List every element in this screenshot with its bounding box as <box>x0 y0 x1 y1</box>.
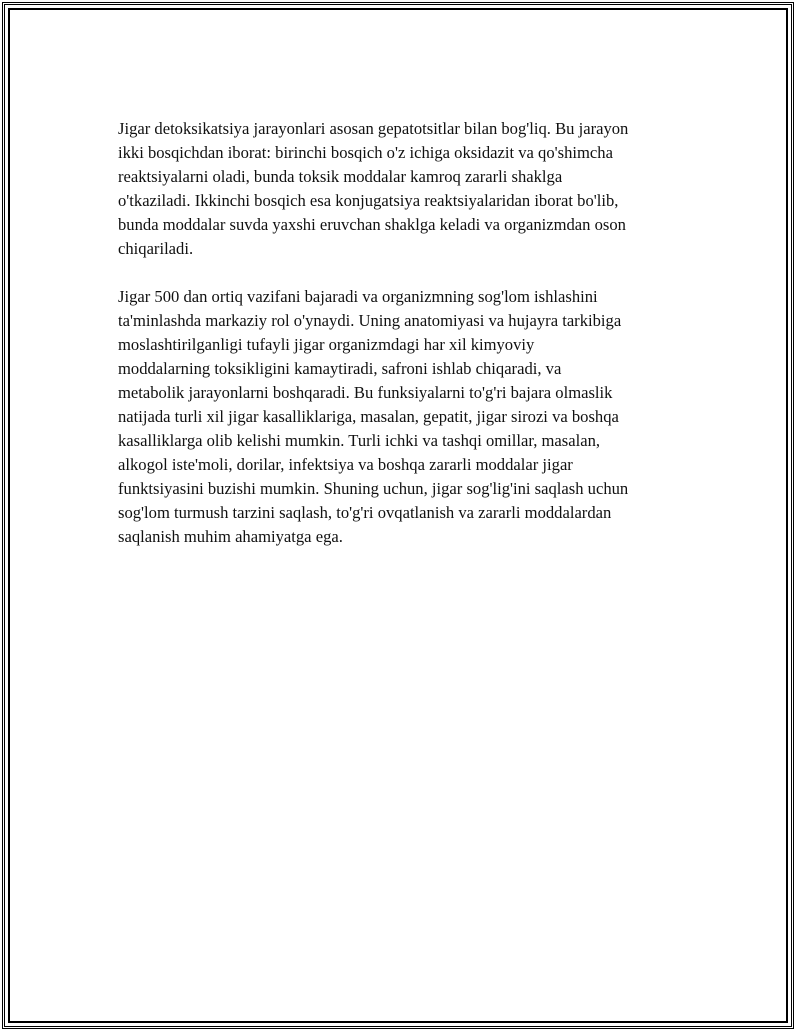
text-line: Jigar 500 dan ortiq vazifani bajaradi va organizmning sog'lom ishlashini <box>118 287 598 306</box>
text-line: alkogol iste'moli, dorilar, infektsiya va boshqa zararli moddalar jigar <box>118 455 573 474</box>
text-line: funktsiyasini buzishi mumkin. Shuning uchun, jigar sog'lig'ini saqlash uchun <box>118 479 629 498</box>
text-line: kasalliklarga olib kelishi mumkin. Turli ichki va tashqi omillar, masalan, <box>118 431 601 450</box>
document-body <box>118 117 693 573</box>
text-line: moslashtirilganligi tufayli jigar organizmdagi har xil kimyoviy <box>118 335 535 354</box>
paragraph-liver-functions <box>118 285 693 549</box>
text-line: natijada turli xil jigar kasalliklariga, masalan, gepatit, jigar sirozi va boshqa <box>118 407 619 426</box>
text-line: ikki bosqichdan iborat: birinchi bosqich o'z ichiga oksidazit va qo'shimcha <box>118 143 613 162</box>
text-line: ta'minlashda markaziy rol o'ynaydi. Uning anatomiyasi va hujayra tarkibiga <box>118 311 622 330</box>
text-line: metabolik jarayonlarni boshqaradi. Bu funksiyalarni to'g'ri bajara olmaslik <box>118 383 613 402</box>
text-line: chiqariladi. <box>118 239 194 258</box>
text-line: moddalarning toksikligini kamaytiradi, safroni ishlab chiqaradi, va <box>118 359 562 378</box>
text-line: bunda moddalar suvda yaxshi eruvchan shaklga keladi va organizmdan oson <box>118 215 626 234</box>
text-line: sog'lom turmush tarzini saqlash, to'g'ri ovqatlanish va zararli moddalardan <box>118 503 612 522</box>
paragraph-detoxification <box>118 117 693 261</box>
text-line: o'tkaziladi. Ikkinchi bosqich esa konjugatsiya reaktsiyalaridan iborat bo'lib, <box>118 191 619 210</box>
text-line: reaktsiyalarni oladi, bunda toksik moddalar kamroq zararli shaklga <box>118 167 563 186</box>
text-line: Jigar detoksikatsiya jarayonlari asosan gepatotsitlar bilan bog'liq. Bu jarayon <box>118 119 629 138</box>
text-line: saqlanish muhim ahamiyatga ega. <box>118 527 343 546</box>
